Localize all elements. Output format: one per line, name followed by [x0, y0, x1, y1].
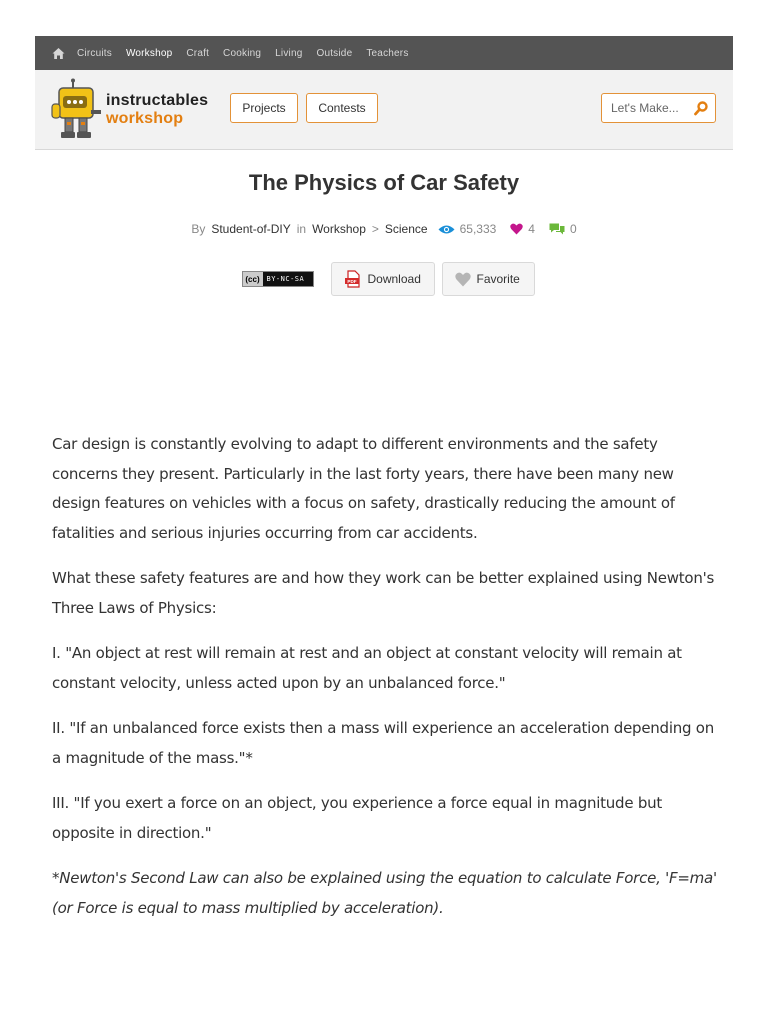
nav-item-living[interactable]: Living: [275, 47, 303, 59]
comments-stat: [549, 222, 577, 236]
nav-item-craft[interactable]: Craft: [186, 47, 210, 59]
paragraph-footnote: *Newton's Second Law can also be explained using the equation to calculate Force, 'F=ma' (or Force is equal to mass multiplied by acceleration).: [52, 869, 717, 917]
views-count: 65,333: [459, 222, 497, 236]
author-link[interactable]: Student-of-DIY: [211, 222, 291, 236]
paragraph-first-law: I. "An object at rest will remain at rest and an object at constant velocity will remain at constant velocity, unless acted upon by an unbalanced force.": [52, 644, 682, 692]
download-button[interactable]: [331, 262, 435, 296]
pdf-icon: [344, 270, 362, 288]
category-link[interactable]: Workshop: [312, 222, 366, 236]
favorites-count: 4: [528, 222, 535, 236]
paragraph-third-law: III. "If you exert a force on an object, you experience a force equal in magnitude but opposite in direction.": [52, 794, 662, 842]
paragraph-laws-intro: What these safety features are and how they work can be better explained using Newton's Three Laws of Physics:: [52, 569, 715, 617]
article-meta: [0, 222, 768, 236]
heart-icon: [510, 223, 523, 235]
article-actions: [0, 262, 768, 296]
subcategory-link[interactable]: Science: [384, 222, 428, 236]
site-header: [35, 70, 733, 150]
logo-subtitle[interactable]: workshop: [106, 110, 184, 127]
favorite-heart-icon: [455, 272, 471, 287]
paragraph-intro: Car design is constantly evolving to adapt to different environments and the safety concerns they present. Particularly in the last forty years, there have been many new design features on vehicles with a focus on safety, drastically reducing the amount of fatalities and serious injuries occurring from car accidents.: [52, 435, 675, 542]
in-label: in: [296, 222, 307, 236]
eye-icon: [438, 224, 455, 235]
comment-icon: [549, 223, 565, 235]
cc-logo: (cc): [243, 272, 263, 286]
favorite-button[interactable]: [442, 262, 535, 296]
license-text: BY-NC-SA: [266, 275, 305, 283]
favorite-label: Favorite: [476, 272, 520, 286]
search-input[interactable]: [611, 101, 693, 115]
nav-item-outside[interactable]: Outside: [316, 47, 353, 59]
home-icon[interactable]: [52, 46, 66, 60]
article-title: The Physics of Car Safety: [248, 170, 520, 195]
favorites-stat: [510, 222, 535, 236]
nav-item-teachers[interactable]: Teachers: [366, 47, 409, 59]
robot-logo-icon[interactable]: [51, 78, 103, 144]
download-label: Download: [367, 272, 421, 286]
by-label: By: [191, 222, 206, 236]
projects-button[interactable]: Projects: [230, 93, 298, 123]
comments-count: 0: [569, 222, 577, 236]
svg-text:PDF: PDF: [346, 278, 357, 284]
license-badge[interactable]: [242, 271, 314, 287]
paragraph-second-law: II. "If an unbalanced force exists then a mass will experience an acceleration depending on a magnitude of the mass."*: [52, 719, 714, 767]
breadcrumb-separator: >: [371, 222, 379, 236]
top-nav: [35, 36, 733, 70]
nav-item-circuits[interactable]: Circuits: [77, 47, 112, 59]
logo-title[interactable]: instructables: [106, 92, 209, 109]
search-box: [601, 93, 716, 123]
views-stat: [438, 222, 497, 236]
contests-button[interactable]: Contests: [306, 93, 378, 123]
nav-item-workshop[interactable]: Workshop: [125, 47, 173, 59]
search-icon[interactable]: [694, 101, 708, 116]
article-body: [52, 430, 724, 939]
nav-item-cooking[interactable]: Cooking: [223, 47, 262, 59]
